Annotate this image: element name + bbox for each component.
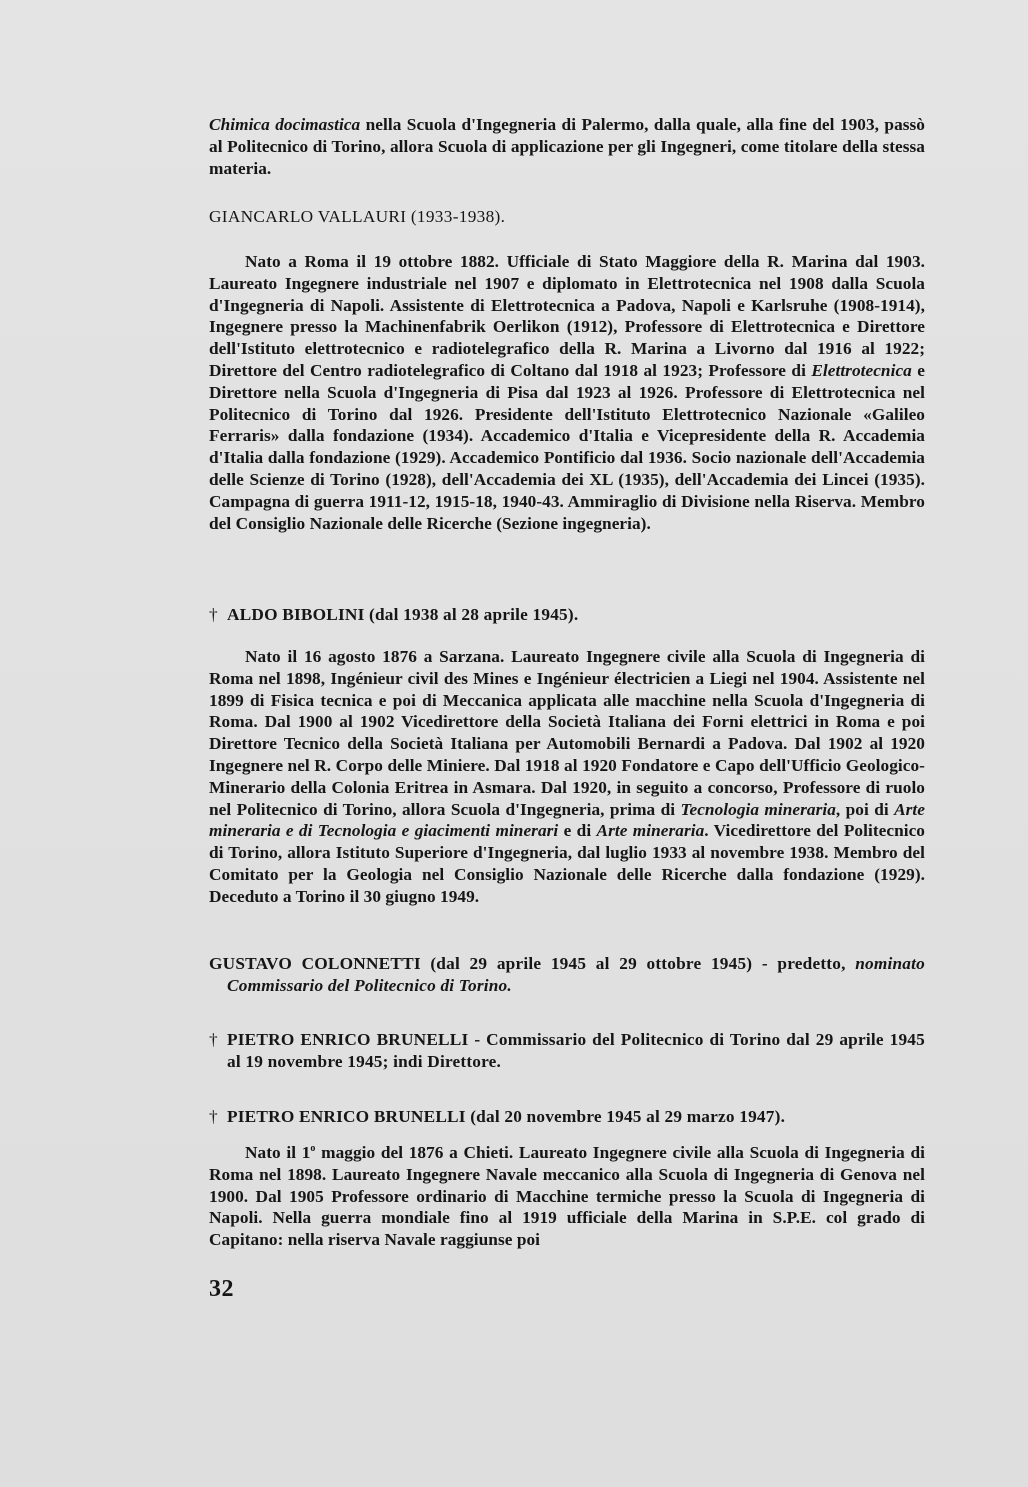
bibolini-bio	[209, 646, 925, 908]
brunelli-bio	[209, 1142, 925, 1251]
intro-italic-subject: Chimica docimastica	[209, 115, 361, 134]
bibolini-heading	[209, 604, 925, 626]
bibolini-bio-block	[209, 646, 925, 908]
intro-paragraph	[209, 114, 925, 179]
bibolini-bio-part-2: , poi di	[835, 799, 895, 819]
colonnetti-heading-italic: nominato Commissario del Politecnico di Torino.	[227, 954, 925, 995]
vallauri-bio-italic: Elettrotecnica	[811, 360, 912, 380]
brunelli-commissario-text: PIETRO ENRICO BRUNELLI - Commissario del Politecnico di Torino dal 29 aprile 1945 al 19 novembre 1945; indi Direttore.	[227, 1030, 925, 1071]
vallauri-section	[209, 206, 925, 228]
bibolini-heading-text: ALDO BIBOLINI (dal 1938 al 28 aprile 1945).	[227, 605, 579, 624]
bibolini-bio-italic-2: Arte mineraria e di Tecnologia e giacimenti minerari	[209, 799, 926, 841]
vallauri-bio-part-1: Nato a Roma il 19 ottobre 1882. Ufficiale di Stato Maggiore della R. Marina dal 1903. Laureato Ingegnere industriale nel 1907 e diplomato in Elettrotecnica nel 1908 dalla Scuola d'Ingegneria di Napoli. Assistente di Elettrotecnica a Padova, Napoli e Karlsruhe (1908-1914), Ingegnere presso la Machinenfabrik Oerlikon (1912), Professore di Elettrotecnica e Direttore dell'Istituto elettrotecnico e radiotelegrafico della R. Marina a Livorno dal 1916 al 1922; Direttore del Centro radiotelegrafico di Coltano dal 1918 al 1923; Professore di	[209, 252, 925, 380]
intro-text: nella Scuola d'Ingegneria di Palermo, dalla quale, alla fine del 1903, passò al Politecnico di Torino, allora Scuola di applicazione per gli Ingegneri, come titolare della stessa materia.	[209, 115, 925, 178]
brunelli-bio-part-1: Nato il 1	[245, 1143, 311, 1162]
bibolini-bio-italic-1: Tecnologia mineraria	[680, 799, 836, 819]
brunelli-commissario-section	[209, 1029, 925, 1073]
bibolini-bio-part-1: Nato il 16 agosto 1876 a Sarzana. Laureato Ingegnere civile alla Scuola di Ingegneria di Roma nel 1898, Ingénieur civil des Mines e Ingénieur électricien a Liegi nel 1904. Assistente nel 1899 di Fisica tecnica e poi di Meccanica applicata alle macchine nella Scuola d'Ingegneria di Roma. Dal 1900 al 1902 Vicedirettore della Società Italiana dei Forni elettrici in Roma e poi Direttore Tecnico della Società Italiana per Automobili Bernardi a Padova. Dal 1902 al 1920 Ingegnere nel R. Corpo delle Miniere. Dal 1918 al 1920 Fondatore e Capo dell'Ufficio Geologico-Minerario della Colonia Eritrea in Asmara. Dal 1920, in seguito a concorso, Professore di ruolo nel Politecnico di Torino, allora Scuola d'Ingegneria, prima di	[209, 647, 925, 819]
colonnetti-section	[209, 953, 925, 997]
vallauri-bio-part-2: e Direttore nella Scuola d'Ingegneria di Pisa dal 1923 al 1926. Professore di Elettrotecnica nel Politecnico di Torino dal 1926. Presidente dell'Istituto Elettrotecnico Nazionale «Galileo Ferraris» dalla fondazione (1934). Accademico d'Italia e Vicepresidente della R. Accademia d'Italia dalla fondazione (1929). Accademico Pontificio dal 1936. Socio nazionale dell'Accademia delle Scienze di Torino (1928), dell'Accademia dei XL (1935), dell'Accademia dei Lincei (1935). Campagna di guerra 1911-12, 1915-18, 1940-43. Ammiraglio di Divisione nella Riserva. Membro del Consiglio Nazionale delle Ricerche (Sezione ingegneria).	[209, 360, 925, 533]
page-number: 32	[209, 1276, 234, 1302]
brunelli-section	[209, 1106, 925, 1128]
colonnetti-heading	[209, 953, 925, 997]
bibolini-section	[209, 604, 925, 626]
dagger-mark: †	[209, 1107, 218, 1126]
dagger-mark: †	[209, 1030, 218, 1049]
brunelli-bio-block	[209, 1142, 925, 1251]
vallauri-bio-block	[209, 251, 925, 534]
bibolini-bio-italic-3: Arte mineraria	[596, 821, 705, 841]
brunelli-heading	[209, 1106, 925, 1128]
brunelli-heading-text: PIETRO ENRICO BRUNELLI (dal 20 novembre 1945 al 29 marzo 1947).	[227, 1107, 786, 1126]
bibolini-bio-part-3: e di	[558, 821, 597, 841]
bibolini-bio-part-4: . Vicedirettore del Politecnico di Torino, allora Istituto Superiore d'Ingegneria, dal luglio 1933 al novembre 1938. Membro del Comitato per la Geologia nel Consiglio Nazionale delle Ricerche dalla fondazione (1929). Deceduto a Torino il 30 giugno 1949.	[209, 821, 925, 906]
vallauri-heading: GIANCARLO VALLAURI (1933-1938).	[209, 207, 506, 226]
brunelli-bio-part-2: maggio del 1876 a Chieti. Laureato Ingegnere civile alla Scuola di Ingegneria di Roma nel 1898. Laureato Ingegnere Navale meccanico alla Scuola di Ingegneria di Genova nel 1900. Dal 1905 Professore ordinario di Macchine termiche presso la Scuola di Ingegneria di Napoli. Nella guerra mondiale fino al 1919 ufficiale della Marina in S.P.E. col grado di Capitano: nella riserva Navale raggiunse poi	[209, 1143, 925, 1250]
vallauri-bio	[209, 251, 925, 534]
dagger-mark: †	[209, 605, 218, 624]
intro-paragraph-block	[209, 114, 925, 179]
colonnetti-heading-text: GUSTAVO COLONNETTI (dal 29 aprile 1945 al 29 ottobre 1945) - predetto,	[209, 954, 856, 973]
brunelli-bio-superscript: o	[310, 1143, 316, 1155]
brunelli-commissario-heading	[209, 1029, 925, 1073]
